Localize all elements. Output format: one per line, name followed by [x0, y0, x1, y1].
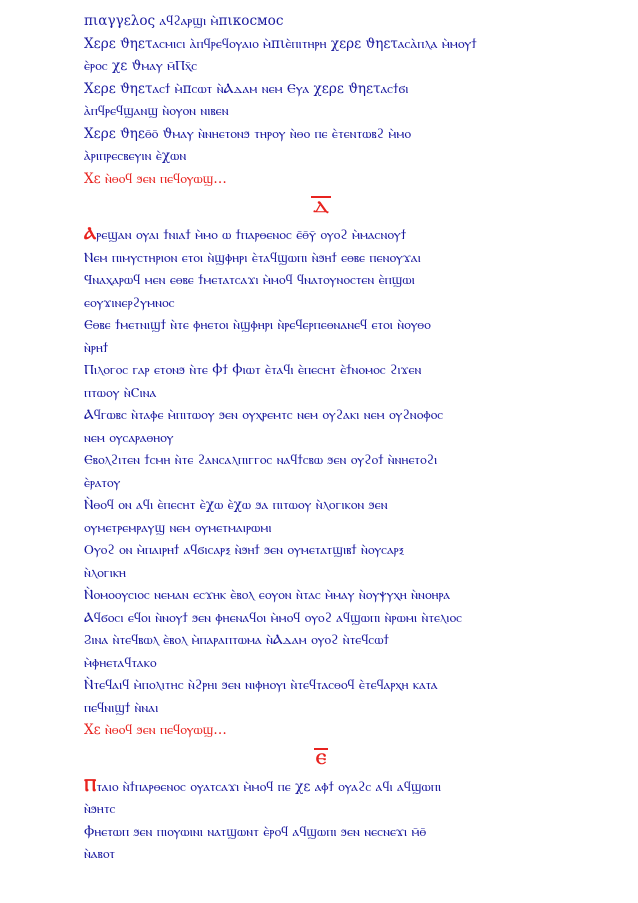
section-number-4: Ⲇ	[313, 197, 329, 216]
text-line: ⲉⲟⲩϫⲓⲛⲉⲣϩⲩⲙⲛⲟⲥ	[84, 294, 175, 311]
text-line: Ⲡⲓⲗⲟⲅⲟⲥ ⲅⲁⲣ ⲉⲧⲟⲛϧ ⲛ̀ⲧⲉ Ⲫϯ Ⲫⲓⲱⲧ ⲉ̀ⲧⲁϥⲓ ⲉ̀ⲡⲉⲥⲏⲧ ⲉ̀ϯⲛⲟⲙⲟⲥ ϩⲓϫⲉⲛ	[84, 362, 422, 378]
text-line: πιαγγελος ⲁϥϩⲁⲣϣⲓ ⲙ̀πικοсмоc	[84, 13, 284, 29]
text-line: Ⲁⲣⲉϣⲁⲛ ⲟⲩⲁⲓ ϯⲛⲓⲁϯ ⲙ̀ⲙⲟ ⲱ ϯⲡⲁⲣⲑⲉⲛⲟⲥ ⲉ̄ⲑ̄ⲩ̄ ⲟⲩⲟϩ ⲙ̀ⲙⲁⲥⲛⲟⲩϯ	[84, 224, 407, 244]
text-line: Χερε ϑηετⲁⲥϯ ⲙ̀πⲥⲱⲧ ⲛ̀Ⲁⲇⲁⲙ ⲛⲉⲙ Ⲉⲩⲁ χερε ϑηετⲁⲥϯϭⲓ	[84, 80, 409, 97]
stanza-4	[84, 223, 598, 742]
initial-letter: Ⲁ	[84, 224, 97, 244]
text-line: ⲛⲉⲙ ⲟⲩⲥⲁⲣⲁⲑⲏⲟⲩ	[84, 429, 174, 446]
text-line: Ⲉⲃⲟⲗϩⲓⲧⲉⲛ ϯⲥⲙⲏ ⲛ̀ⲧⲉ ϩⲁⲛⲥⲁⲗⲡⲓⲅⲅⲟⲥ ⲛⲁϥϯⲥⲃⲱ ϧⲉⲛ ⲟⲩϩⲟϯ ⲛ̀ⲛⲏⲉⲧⲟϩⲓ	[84, 452, 438, 468]
section-number-5: Ⲉ	[315, 748, 327, 768]
text-line: ⲉ̀ⲣⲟⲥ χε ϑⲙⲁⲩ ⲙ̄Ⲡⲭ̄ⲥ	[84, 58, 198, 74]
text-line: Ⲁϥⲅⲱⲃⲥ ⲛ̀ⲧⲁⲫⲉ ⲙ̀ⲡⲓⲧⲱⲟⲩ ϧⲉⲛ ⲟⲩⲭⲣⲉⲙⲧⲥ ⲛⲉⲙ ⲟⲩϩⲁⲕⲓ ⲛⲉⲙ ⲟⲩϩⲛⲟⲫⲟⲥ	[84, 407, 444, 423]
text-line: Ⲛ̀ⲧⲉϥⲁⲓϥ ⲙ̀ⲡⲟⲗⲓⲧⲏⲥ ⲛ̀ϩⲣⲏⲓ ϧⲉⲛ ⲛⲓⲫⲏⲟⲩⲓ ⲛ̀ⲧⲉϥⲧⲁⲥⲑⲟϥ ⲉ̀ⲧⲉϥⲁⲣⲭⲏ ⲕⲁⲧⲁ	[84, 677, 438, 693]
text-line: ⲡⲉϥⲛⲓϣϯ ⲛ̀ⲛⲁⲓ	[84, 699, 159, 716]
text-line: Ⲟⲩⲟϩ ⲟⲛ ⲙ̀ⲡⲁⲓⲣⲏϯ ⲁϥϭⲓⲥⲁⲣⲝ ⲛ̀ϧⲏϯ ϧⲉⲛ ⲟⲩⲙⲉⲧⲁⲧϣⲓⲃϯ ⲛ̀ⲟⲩⲥⲁⲣⲝ	[84, 542, 404, 558]
text-line: Ϥⲛⲁⲭⲁⲣⲱϥ ⲙⲉⲛ ⲉⲑⲃⲉ ϯⲙⲉⲧⲁⲧⲥⲁϫⲓ ⲙ̀ⲙⲟϥ ϥⲛⲁⲧⲟⲩⲛⲟⲥⲧⲉⲛ ⲉ̀ⲡϣⲱⲓ	[84, 272, 415, 288]
text-line: Ⲡⲧⲁⲓⲟ ⲛ̀ϯⲡⲁⲣⲑⲉⲛⲟⲥ ⲟⲩⲁⲧⲥⲁϫⲓ ⲙ̀ⲙⲟϥ ⲡⲉ χε ⲁⲫϯ ⲟⲩⲁϩⲥ ⲁϥⲓ ⲁϥϣⲱⲡⲓ	[84, 775, 442, 796]
text-line: ⲛ̀ⲣⲏϯ	[84, 339, 109, 356]
text-line: Ⲛⲉⲙ ⲡⲓⲙⲩⲥⲧⲏⲣⲓⲟⲛ ⲉⲧⲟⲓ ⲛ̀ϣⲫⲏⲣⲓ ⲉ̀ⲧⲁϥϣⲱⲡⲓ ⲛ̀ϧⲏϯ ⲉⲑⲃⲉ ⲡⲉⲛⲟⲩϫⲁⲓ	[84, 249, 421, 266]
text-line: ⲁ̀ⲣⲓⲡⲣⲉⲥⲃⲉⲩⲓⲛ ⲉ̀χⲱⲛ	[84, 148, 187, 164]
refrain-line: Χε ⲛ̀ⲑⲟϥ ϧⲉⲛ ⲡⲉϥⲟⲩⲱϣ…	[84, 722, 227, 738]
text-line: ⲟⲩⲙⲉⲧⲣⲉⲙⲣⲁⲩϣ ⲛⲉⲙ ⲟⲩⲙⲉⲧⲙⲁⲓⲣⲱⲙⲓ	[84, 519, 272, 536]
initial-letter: Ⲡ	[84, 775, 97, 796]
text-line: ⲉ̀ⲣⲁⲧⲟⲩ	[84, 474, 121, 491]
text-line: Ϩⲓⲛⲁ ⲛ̀ⲧⲉϥⲃⲱⲗ ⲉ̀ⲃⲟⲗ ⲙ̀ⲡⲁⲣⲁⲡⲧⲱⲙⲁ ⲛ̀Ⲁⲇⲁⲙ ⲟⲩⲟϩ ⲛ̀ⲧⲉϥⲥⲱϯ	[84, 632, 389, 648]
text-line: ⲛ̀ⲁⲃⲟⲧ	[84, 846, 116, 862]
text-line: ⲡⲧⲱⲟⲩ ⲛ̀Ⲥⲓⲛⲁ	[84, 384, 157, 401]
text-line: ⲛ̀ⲗⲟⲅⲓⲕⲏ	[84, 564, 126, 581]
stanza-3-end	[84, 10, 598, 190]
text-line: Ⲉⲑⲃⲉ ϯⲙⲉⲧⲛⲓϣϯ ⲛ̀ⲧⲉ ⲫⲏⲉⲧⲟⲓ ⲛ̀ϣⲫⲏⲣⲓ ⲛ̀ⲣⲉϥⲉⲣⲡⲉⲑⲛⲁⲛⲉϥ ⲉⲧⲟⲓ ⲛ̀ⲟⲩⲑⲟ	[84, 317, 431, 333]
text-line: ⲛ̀ϧⲏⲧⲥ	[84, 801, 116, 817]
text-line: Χερε ϑηετⲁⲥⲙⲓⲥⲓ ⲁ̀ⲡϥⲣⲉϥⲟⲩⲁⲓⲟ ⲙ̀πιⲉ̀ⲡⲓⲧⲏⲣⲏ χερε ϑηετⲁⲥⲁ̀ⲡⲗⲁ ⲙ̀ⲙⲟⲩϯ	[84, 35, 477, 52]
text-line: Ⲫⲏⲉⲧⲱⲡ ϧⲉⲛ ⲡⲓⲟⲩⲱⲓⲛⲓ ⲛⲁⲧϣⲱⲛⲧ ⲉ̀ⲣⲟϥ ⲁϥϣⲱⲡⲓ ϧⲉⲛ ⲛⲉⲥⲛⲉϫⲓ ⲙ̄ⲑ̄	[84, 823, 427, 840]
text-line: Ⲛ̀ⲟⲙⲟⲟⲩⲥⲓⲟⲥ ⲛⲉⲙⲁⲛ ⲉⲥϫⲏⲕ ⲉ̀ⲃⲟⲗ ⲉⲟⲩⲟⲛ ⲛ̀ⲧⲁⲥ ⲙ̀ⲙⲁⲩ ⲛ̀ⲟⲩⲯⲩⲭⲏ ⲛ̀ⲛⲟⲏⲣⲁ	[84, 587, 451, 603]
text-line: ⲁ̀ⲡϥⲣⲉϥϣⲁⲛϣ ⲛ̀ⲟⲩⲟⲛ ⲛⲓⲃⲉⲛ	[84, 103, 229, 119]
refrain-line: Χε ⲛ̀ⲑⲟϥ ϧⲉⲛ ⲡⲉϥⲟⲩⲱϣ…	[84, 170, 227, 187]
text-line: Χερε ϑηεⲑ̄ⲟ̄ ϑⲙⲁⲩ ⲛ̀ⲛⲏⲉⲧⲟⲛϧ ⲧⲏⲣⲟⲩ ⲛ̀ⲑⲟ ⲡⲉ ⲉ̀ⲧⲉⲛⲧⲱⲃϩ ⲙ̀ⲙⲟ	[84, 125, 412, 142]
text-line: ⲙ̀ⲫⲏⲉⲧⲁϥⲧⲁⲕⲟ	[84, 654, 157, 671]
text-line: Ⲁϥϭⲟⲥⲓ ⲉϥⲟⲓ ⲛ̀ⲛⲟⲩϯ ϧⲉⲛ ⲫⲏⲉⲛⲁϥⲟⲓ ⲙ̀ⲙⲟϥ ⲟⲩⲟϩ ⲁϥϣⲱⲡⲓ ⲛ̀ⲣⲱⲙⲓ ⲛ̀ⲧⲉⲗⲓⲟⲥ	[84, 609, 463, 626]
text-line: Ⲛ̀ⲑⲟϥ ⲟⲛ ⲁϥⲓ ⲉ̀ⲡⲉⲥⲏⲧ ⲉ̀χⲱ ⲉ̀χⲱ ϧⲁ ⲡⲓⲧⲱⲟⲩ ⲛ̀ⲗⲟⲅⲓⲕⲟⲛ ϧⲉⲛ	[84, 497, 388, 513]
stanza-5	[84, 775, 598, 866]
